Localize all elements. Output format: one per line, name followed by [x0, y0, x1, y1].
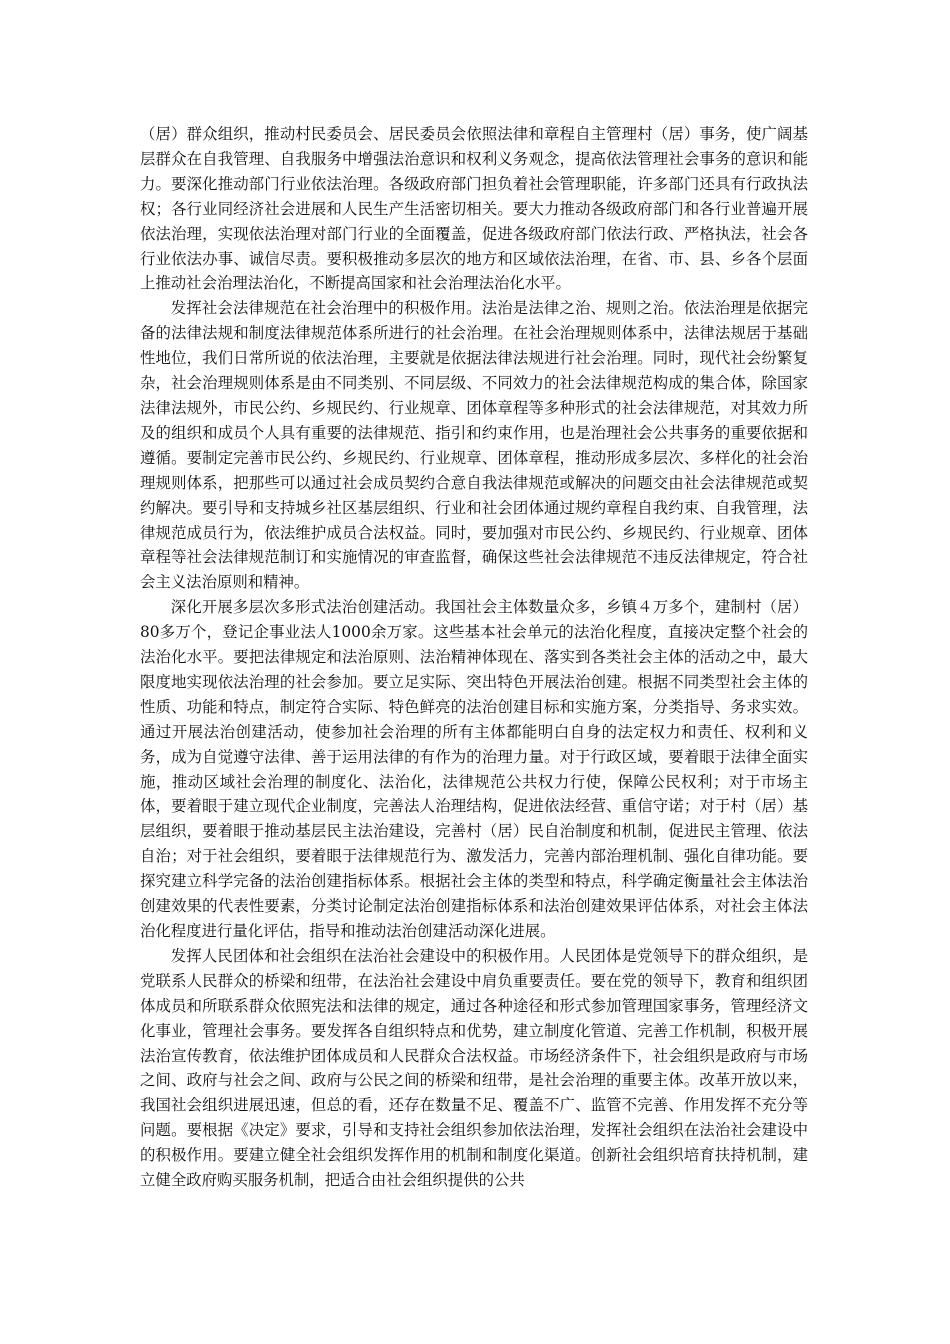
paragraph-social-organizations: 发挥人民团体和社会组织在法治社会建设中的积极作用。人民团体是党领导下的群众组织，是党联系人民群众的桥梁和纽带，在法治社会建设中肩负重要责任。要在党的领导下，教育和组织团体成员和所联系群众依照宪法和法律的规定，通过各种途径和形式参加管理国家事务，管理经济文化事业，管理社会事务。要发挥各自组织特点和优势，建立制度化管道、完善工作机制，积极开展法治宣传教育，依法维护团体成员和人民群众合法权益。市场经济条件下，社会组织是政府与市场之间、政府与社会之间、政府与公民之间的桥梁和纽带，是社会治理的重要主体。改革开放以来，我国社会组织进展迅速，但总的看，还存在数量不足、覆盖不广、监管不完善、作用发挥不充分等问题。要根据《决定》要求，引导和支持社会组织参加依法治理，发挥社会组织在法治社会建设中的积极作用。要建立健全社会组织发挥作用的机制和制度化渠道。创新社会组织培育扶持机制，建立健全政府购买服务机制，把适合由社会组织提供的公共: [140, 946, 808, 1190]
paragraph-continuation: （居）群众组织，推动村民委员会、居民委员会依照法律和章程自主管理村（居）事务，使广阔基层群众在自我管理、自我服务中增强法治意识和权利义务观念，提高依法管理社会事务的意识和能力。要深化推动部门行业依法治理。各级政府部门担负着社会管理职能，许多部门还具有行政执法权；各行业同经济社会进展和人民生产生活密切相关。要大力推动各级政府部门和各行业普遍开展依法治理，实现依法治理对部门行业的全面覆盖，促进各级政府部门依法行政、严格执法，社会各行业依法办事、诚信尽责。要积极推动多层次的地方和区域依法治理，在省、市、县、乡各个层面上推动社会治理法治化，不断提高国家和社会治理法治化水平。: [140, 125, 808, 293]
document-body: [140, 122, 808, 1193]
paragraph-rule-of-law-creation: 深化开展多层次多形式法治创建活动。我国社会主体数量众多，乡镇４万多个，建制村（居）80多万个，登记企事业法人1000余万家。这些基本社会单元的法治化程度，直接决定整个社会的法治化水平。要把法律规定和法治原则、法治精神体现在、落实到各类社会主体的活动之中，最大限度地实现依法治理的社会参加。要立足实际、突出特色开展法治创建。根据不同类型社会主体的性质、功能和特点，制定符合实际、特色鲜亮的法治创建目标和实施方案，分类指导、务求实效。通过开展法治创建活动，使参加社会治理的所有主体都能明白自身的法定权力和责任、权利和义务，成为自觉遵守法律、善于运用法律的有作为的治理力量。对于行政区域，要着眼于法律全面实施，推动区域社会治理的制度化、法治化，法律规范公共权力行使，保障公民权利；对于市场主体，要着眼于建立现代企业制度，完善法人治理结构，促进依法经营、重信守诺；对于村（居）基层组织，要着眼于推动基层民主法治建设，完善村（居）民自治制度和机制，促进民主管理、依法自治；对于社会组织，要着眼于法律规范行为、激发活力，完善内部治理机制、强化自律功能。要探究建立科学完备的法治创建指标体系。根据社会主体的类型和特点，科学确定衡量社会主体法治创建效果的代表性要素，分类讨论制定法治创建指标体系和法治创建效果评估体系，对社会主体法治化程度进行量化评估，指导和推动法治创建活动深化进展。: [140, 598, 808, 940]
paragraph-social-legal-norms: 发挥社会法律规范在社会治理中的积极作用。法治是法律之治、规则之治。依法治理是依据完备的法律法规和制度法律规范体系所进行的社会治理。在社会治理规则体系中，法律法规居于基础性地位，我们日常所说的依法治理，主要就是依据法律法规进行社会治理。同时，现代社会纷繁复杂，社会治理规则体系是由不同类别、不同层级、不同效力的社会法律规范构成的集合体，除国家法律法规外，市民公约、乡规民约、行业规章、团体章程等多种形式的社会法律规范，对其效力所及的组织和成员个人具有重要的法律规范、指引和约束作用，也是治理社会公共事务的重要依据和遵循。要制定完善市民公约、乡规民约、行业规章、团体章程，推动形成多层次、多样化的社会治理规则体系，把那些可以通过社会成员契约合意自我法律规范或解决的问题交由社会法律规范或契约解决。要引导和支持城乡社区基层组织、行业和社会团体通过规约章程自我约束、自我管理，法律规范成员行为，依法维护成员合法权益。同时，要加强对市民公约、乡规民约、行业规章、团体章程等社会法律规范制订和实施情况的审查监督，确保这些社会法律规范不违反法律规定，符合社会主义法治原则和精神。: [140, 299, 808, 592]
